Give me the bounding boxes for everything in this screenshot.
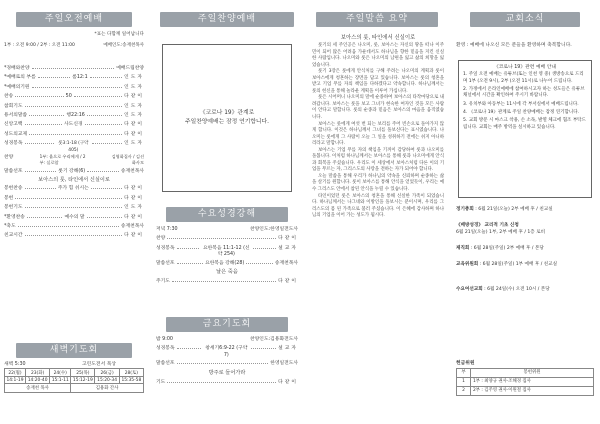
- list-item: 봉헌찬송 주가 힘 쉬시는 다같이: [4, 186, 144, 192]
- postponement-notice-box: [162, 44, 292, 192]
- list-item: 신앙고백 사도신경 다같이: [4, 122, 144, 128]
- sunday-praise-worship-title: 주일찬양예배: [160, 12, 294, 27]
- table-cell: 2부 : 김주영 권사·이원철 집사: [471, 387, 594, 396]
- announcement-item: 《배방성경》 교리적 기초 신청 6월 21일(오늘) 1부, 2부 예배 후 / 1층 로비: [456, 223, 546, 235]
- dawn-topic: 고린도전서 묵상: [82, 362, 116, 367]
- welcome-message: 환영 : 예배에 나오신 모든 분들을 환영하며 축복합니다.: [456, 43, 572, 48]
- table-cell: 26(금): [95, 369, 119, 377]
- list-item: *환영찬송 예수의 말 다같이: [4, 214, 144, 220]
- friday-sermon-title: 방주로 들어가라: [208, 369, 246, 376]
- standing-note: *표는 다함께 일어납니다: [94, 32, 144, 37]
- table-cell: 25(목): [71, 369, 95, 377]
- list-item: 2. 가정에서 온라인예배에 참여하시고자 하는 성도들은 유튜브 채널에서 시간을 확인하여 주시기 바랍니다.: [463, 86, 585, 99]
- table-row: [5, 369, 144, 377]
- table-row: [5, 377, 144, 384]
- list-item: 찬양 다같이: [156, 236, 298, 242]
- list-item: *예배로의 부름 롬12:1 인도자: [4, 75, 144, 81]
- sermon-summary-column: [304, 0, 450, 424]
- sermon-paragraph: 룻은 시어머니 나오미의 말에 순종하여 보아스의 타작마당으로 내려갑니다. 보아스는 룻을 보고 그녀가 현숙한 여자인 것을 모든 사람이 안다고 말합니다. 룻의 순종과 믿음은 보아스의 마음을 움직였습니다.: [312, 95, 444, 121]
- church-news-column: [450, 0, 600, 424]
- order-of-worship-column: [0, 0, 148, 424]
- list-item: 저녁 7:30 찬양인도:한영일전도사: [156, 227, 298, 232]
- sermon-paragraph: 타인이었던 룻은 보아스의 청혼을 통해 신실한 가족이 되었습니다. 하나님께서는 나그네와 이방인을 돌보시는 분이시며, 우리를 그리스도의 몸 된 가족으로 불러 주셨습니다. 이 은혜에 감사하며 하나님의 기업을 이어 가는 성도가 됩시다.: [312, 193, 444, 219]
- table-cell: 봉헌위원: [471, 369, 594, 378]
- announcement-item: 수요여선교회 : 6월 24일(수) 오전 10시 / 본당: [456, 287, 550, 292]
- table-row: [457, 369, 594, 378]
- table-cell: 부: [457, 369, 471, 378]
- list-item: 3. 유치부와 아동부는 11시에 각 부서실에서 예배드립니다.: [463, 101, 579, 107]
- table-cell: 15:35-58: [119, 377, 143, 384]
- list-item: 친교시간 다같이: [4, 233, 144, 239]
- table-cell: 송재천 목사: [5, 384, 71, 392]
- list-item: 성도의교제 다같이: [4, 131, 144, 137]
- offering-table: [456, 368, 594, 396]
- wednesday-order-list: [156, 226, 298, 286]
- notice-line-1: 《코로나 19》관계로: [199, 110, 255, 116]
- list-item: 말씀선포 한영일전도사: [156, 361, 298, 367]
- table-cell: 1부 : 최양규 권사·조해경 집사: [471, 378, 594, 387]
- list-item: 밤 9:00 찬양인도:김용화전도사: [156, 337, 298, 342]
- table-row: [457, 387, 594, 396]
- dawn-prayer-schedule: [4, 361, 144, 393]
- sermon-paragraph: 오늘 말씀을 통해 우리가 하나님의 약속을 신뢰하며 순종하는 삶을 살기를 원합니다. 룻이 보아스를 통해 안식을 얻었듯이, 우리는 예수 그리스도 안에서 참된 안식을 누릴 수 있습니다.: [312, 173, 444, 193]
- list-item: *예배의기원 인도자: [4, 84, 144, 90]
- table-cell: 14:20-40: [25, 377, 49, 384]
- list-item: 참회기도 인도자: [4, 103, 144, 109]
- covid-guide-heading: 《코로나 19》관련 예배 안내: [494, 65, 556, 70]
- sermon-paragraph: 룻기의 세 주인공은 나오미, 룻, 보아스는 자신의 땅을 떠나 이주민이 되어 많은 어려움 가운데서도 하나님을 향한 믿음을 지킨 신실한 사람입니다. 나오미와 룻은 나오미의 남편을 잃고 삶의 희망을 잃었습니다.: [312, 43, 444, 68]
- list-item: 5. 교회 방문 시 마스크 착용, 손 소독, 발열 체크에 협조 부탁드립니다. 교회는 매주 방역을 실시하고 있습니다.: [463, 117, 586, 130]
- list-item: *축도 송재천목사: [4, 223, 144, 229]
- notice-line-2: 주일찬양예배는 잠정 연기합니다.: [185, 119, 269, 125]
- announcements: [456, 206, 596, 302]
- table-cell: 김용화 간사: [71, 384, 144, 392]
- list-item: 성경봉독 룻3:1-18 (구약 405) 인도자: [4, 141, 144, 153]
- list-item: 용서의말씀 행22:16 인도자: [4, 113, 144, 119]
- list-item: 찬송 50 다같이: [4, 94, 144, 100]
- dawn-prayer-table: [4, 368, 144, 393]
- table-cell: 23(화): [25, 369, 49, 377]
- table-cell: 1: [457, 378, 471, 387]
- wednesday-sermon-title: 날은 죽음: [216, 269, 238, 276]
- friday-prayer-title: 금요기도회: [166, 317, 288, 332]
- sermon-summary-body: [312, 34, 444, 220]
- sermon-heading: 보아스의 룻, 타인에서 신실이로: [340, 35, 416, 41]
- list-item: 찬양 1부: 욥으로 우리에게 / 2부: 실로암 김영화집사 / 김선화사모: [4, 154, 144, 166]
- worship-leader: 예배인도:송재천목사: [103, 43, 144, 48]
- table-row: [457, 378, 594, 387]
- list-item: 4. 《코로나 19》관계로 주일 찬양예배는 잠정 연기합니다.: [463, 109, 579, 115]
- table-cell: 14:1-19: [6, 377, 24, 383]
- service-times: 1부 : 오전 9:00 / 2부 : 오전 11:00: [4, 43, 75, 48]
- friday-order-list: [156, 336, 298, 387]
- list-item: 기도 다같이: [156, 379, 298, 385]
- list-item: 말씀선포 요한복음 강해(28) 송재천목사: [156, 260, 298, 266]
- table-cell: 22(월): [5, 369, 26, 377]
- sermon-summary-title: 주일말씀 요약: [316, 12, 438, 27]
- covid-guide-list: [463, 72, 587, 131]
- sunday-morning-worship-title: 주일오전예배: [16, 12, 132, 27]
- announcement-item: 제직회 : 6월 28일(주일) 2부 예배 후 / 본당: [456, 246, 544, 251]
- sermon-paragraph: 룻기 3장은 룻에게 안식처를 구해 주려는 나오미의 계획과 룻이 보아스에게 청혼하는 장면을 담고 있습니다. 보아스는 룻의 청혼을 받고 기업 무를 자의 책임을 다하겠다고 약속합니다. 하나님께서는 룻의 헌신을 통해 놀라운 계획을 이루어 가십니다.: [312, 69, 444, 94]
- wednesday-bible-study-title: 수요성경강해: [166, 207, 288, 222]
- announcement-item: 정기총회 : 6월 21일(오늘) 2부 예배 후 / 친교실: [456, 207, 553, 212]
- sermon-title: 보아스의 룻, 타인에서 신실이로: [38, 177, 110, 184]
- offering-committee: [456, 360, 596, 396]
- covid-guide-box: [458, 60, 592, 198]
- worship-schedule-column: [150, 0, 304, 424]
- table-cell: 15:1-11: [51, 377, 69, 383]
- list-item: 주기도 다같이: [156, 279, 298, 285]
- list-item: 성경봉독 창세기6:9-22 (구약 7) 설교자: [156, 346, 298, 358]
- list-item: 말씀선포 룻기 강해(6) 송재천목사: [4, 168, 144, 174]
- list-item: 봉헌 다같이: [4, 195, 144, 201]
- table-cell: 2: [457, 387, 471, 396]
- sermon-paragraph: 보아스는 룻에게 여섯 번 되는 보리를 주어 빈손으로 돌아가지 않게 합니다. 이것은 하나님께서 그녀를 돌보신다는 표시였습니다. 나오미는 룻에게 그 사람이 오늘 그 일을 성취하기 전에는 쉬지 아니하리라고 말합니다.: [312, 121, 444, 147]
- table-cell: 24(수): [50, 369, 71, 377]
- dawn-prayer-title: 새벽기도회: [16, 343, 132, 358]
- dawn-time: 새벽 5:30: [4, 362, 26, 367]
- worship-header-note: [4, 32, 144, 38]
- table-cell: 15:20-34: [95, 377, 119, 384]
- table-cell: 15:12-19: [71, 377, 95, 384]
- announcement-item: 교육위원회 : 6월 28일(주일) 1부 예배 후 / 친교실: [456, 262, 558, 267]
- list-item: 봉헌기도 인도자: [4, 205, 144, 211]
- list-item: 성경봉독 요한복음 11:1-12 (신약 254) 설교자: [156, 245, 298, 258]
- list-item: *경배와찬양 예배드림찬양: [4, 66, 144, 71]
- church-news-title: 교회소식: [470, 12, 580, 27]
- offering-title: 헌금위원: [456, 361, 475, 366]
- worship-info: [4, 42, 144, 49]
- table-row: [5, 384, 144, 392]
- list-item: 1. 주일 오전 예배는 유튜브(또는 인천 영 중) 생방송으로 드리며 1부 (오전 9시), 2부 (오전 11시)로 나누어 드립니다.: [463, 72, 584, 84]
- table-cell: 28(토): [119, 369, 143, 377]
- sermon-paragraph: 보아스는 기업 무를 자의 책임을 기꺼이 감당하여 룻과 나오미를 돌봅니다. 이처럼 하나님께서는 보아스를 통해 룻과 나오미에게 안식과 회복을 주셨습니다. 우리도 이 세상에서 보아스처럼 다른 이의 기업을 무르는 자, 그리스도의 사랑을 전하는 자가 되어야 합니다.: [312, 147, 444, 173]
- order-of-worship-list: [4, 64, 144, 241]
